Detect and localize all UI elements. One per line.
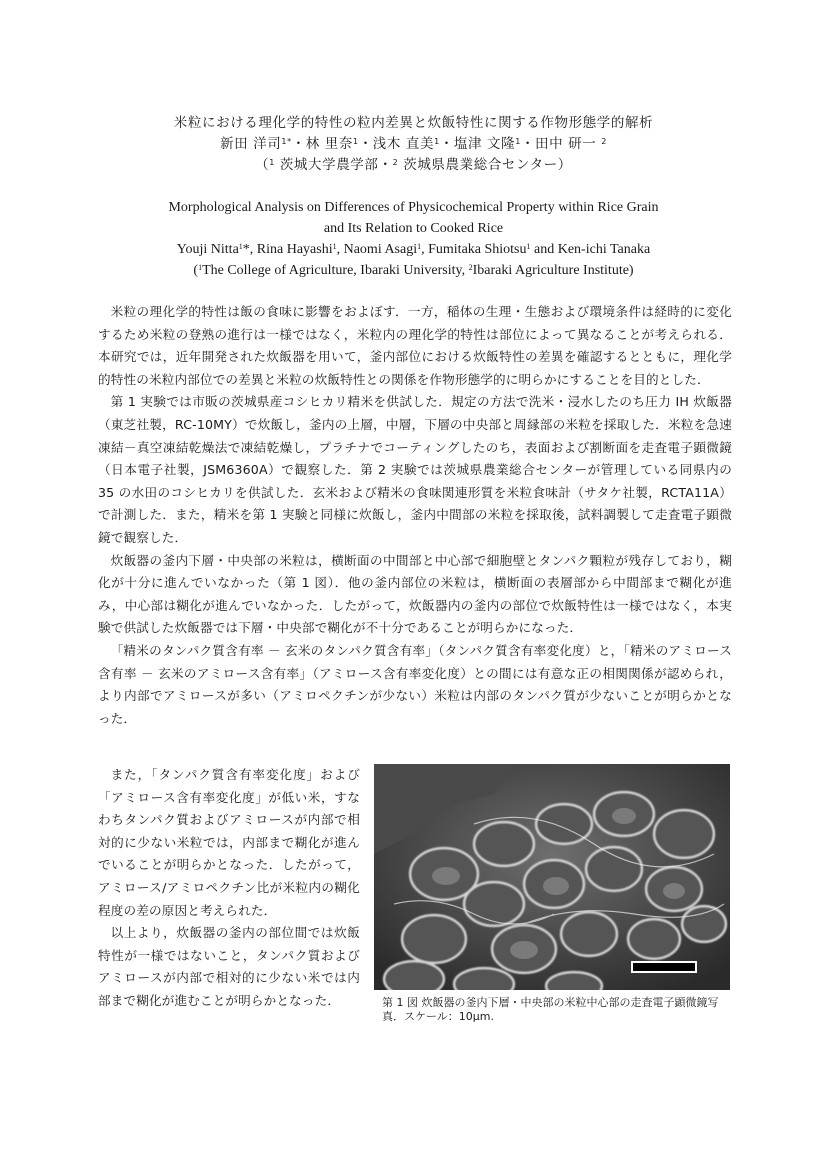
scale-bar: [632, 962, 696, 972]
author-en: Ken-ichi Tanaka: [557, 242, 651, 257]
author-en-sep: ,: [421, 242, 429, 257]
paragraph-results-1: 炊飯器の釜内下層・中央部の米粒は，横断面の中間部と中心部で細胞壁とタンパク顆粒が残存しており，糊化が十分に進んでいなかった（第 1 図）．他の釜内部位の米粒は，横断面の表層部から中間部まで糊化が進み，中心部は糊化が進んでいなかった．したがって，炊飯器内の釜内の部位で炊飯特性は一様ではなく，本実験で供試した炊飯器では下層・中央部で糊化が不十分であることが明らかになった．: [98, 552, 732, 636]
author-ja-sup: 1: [434, 137, 440, 146]
affiliation-open: (: [193, 263, 199, 278]
affiliation-en-1: The College of Agriculture, Ibaraki University,: [202, 263, 469, 278]
author-en-sup: 1: [238, 242, 243, 251]
affiliation-sup: 1: [198, 263, 203, 272]
paragraph-intro: 米粒の理化学的特性は飯の食味に影響をおよぼす．一方，稲体の生理・生態および環境条件は経時的に変化するため米粒の登熟の進行は一様ではなく，米粒内の理化学的特性は部位によって異なることが考えられる．本研究では，近年開発された炊飯器を用いて，釜内部位における炊飯特性の差異を確認するとともに，理化学的特性の米粒内部位での差異と米粒の炊飯特性との関係を作物形態学的に明らかにすることを目的とした．: [98, 304, 732, 387]
author-en: Youji Nitta: [176, 242, 239, 257]
sem-micrograph-image: [374, 764, 730, 990]
title-english-line2: and Its Relation to Cooked Rice: [323, 221, 504, 236]
author-en-sup: 1: [332, 242, 337, 251]
affiliation-ja-1: 茨城大学農学部・: [279, 157, 393, 173]
author-sep: ・: [439, 136, 454, 152]
author-en: Fumitaka Shiotsu: [428, 242, 527, 257]
sem-micrograph-figure: [374, 764, 730, 990]
author-en-sep: ,: [336, 242, 344, 257]
author-en-sup: 1: [417, 242, 422, 251]
author-ja-sup: 1*: [281, 137, 292, 146]
affiliation-sup: 2: [392, 158, 399, 167]
author-ja-sup: 2: [601, 137, 607, 146]
affiliation-ja-2: 茨城県農業総合センター）: [403, 157, 572, 173]
affiliation-sup: 2: [468, 263, 473, 272]
paragraph-conclusion: 以上より，炊飯器の釜内の部位間では炊飯特性が一様ではないこと，タンパク質およびアミロースが内部で相対的に少ない米では内部まで糊化が進むことが明らかとなった．: [98, 925, 360, 1008]
authors-english: [0, 239, 827, 261]
affiliation-open: （: [255, 157, 270, 173]
author-en: Rina Hayashi: [256, 242, 333, 257]
author-ja: 新田 洋司: [220, 136, 282, 152]
affiliation-sup: 1: [269, 158, 275, 167]
author-en-sep: and: [530, 242, 558, 257]
author-en-sep: *,: [242, 242, 257, 257]
author-sep: ・: [520, 136, 536, 152]
paragraph-methods: 第 1 実験では市販の茨城県産コシヒカリ精米を供試した．規定の方法で洗米・浸水したのち圧力 IH 炊飯器（東芝社製，RC-10MY）で炊飯し，釜内の上層，中層，下層の中央部と周縁部の米粒を採取した．米粒を急速凍結－真空凍結乾燥法で凍結乾燥し，プラチナでコーティングしたのち，表面および割断面を走査電子顕微鏡（日本電子社製，JSM6360A）で観察した．第 2 実験では茨城県農業総合センターが管理している同県内の 35 の水田のコシヒカリを供試した．玄米および精米の食味関連形質を米粒食味計（サタケ社製，RCTA11A）で計測した．また，精米を第 1 実験と同様に炊飯し，釜内中間部の米粒を採取後，試料調製して走査電子顕微鏡で観察した．: [98, 394, 732, 545]
author-ja: 浅木 直美: [372, 136, 435, 152]
body-text: [98, 301, 732, 730]
affiliation-english: [0, 260, 827, 282]
author-ja: 塩津 文隆: [453, 136, 516, 152]
affiliation-japanese: [0, 155, 827, 175]
left-column-text: [98, 764, 360, 1013]
paragraph-results-2: 「精米のタンパク質含有率 － 玄米のタンパク質含有率」（タンパク質含有率変化度）と，「精米のアミロース含有率 － 玄米のアミロース含有率」（アミロース含有率変化度）との間には有意な正の相関関係が認められ，より内部でアミロースが多い（アミロペクチンが少ない）米粒は内部のタンパク質が少ないことが明らかとなった．: [98, 642, 732, 726]
author-ja: 林 里奈: [305, 136, 353, 152]
paragraph-discussion: また，「タンパク質含有率変化度」および「アミロース含有率変化度」が低い米，すなわちタンパク質およびアミロースが内部で相対的に少ない米粒では，内部まで糊化が進んでいることが明らかとなった．したがって，アミロース/アミロペクチン比が米粒内の糊化程度の差の原因と考えられた．: [98, 767, 360, 918]
authors-japanese: [0, 134, 827, 154]
author-ja-sup: 1: [515, 137, 521, 146]
author-ja-sup: 1: [352, 137, 359, 146]
affiliation-en-2: Ibaraki Agriculture Institute): [472, 263, 634, 278]
two-column-section: [98, 764, 732, 1064]
author-en-sup: 1: [526, 242, 531, 251]
author-ja: 田中 研一: [535, 136, 597, 152]
title-english-line1: Morphological Analysis on Differences of Physicochemical Property within Rice Grain: [168, 200, 659, 215]
author-sep: ・: [291, 136, 306, 152]
author-sep: ・: [358, 136, 373, 152]
title-japanese: 米粒における理化学的特性の粒内差異と炊飯特性に関する作物形態学的解析: [173, 115, 654, 131]
figure-caption: 第 1 図 炊飯器の釜内下層・中央部の米粒中心部の走査電子顕微鏡写真．スケール：10μm.: [382, 996, 719, 1023]
author-en: Naomi Asagi: [343, 242, 418, 257]
